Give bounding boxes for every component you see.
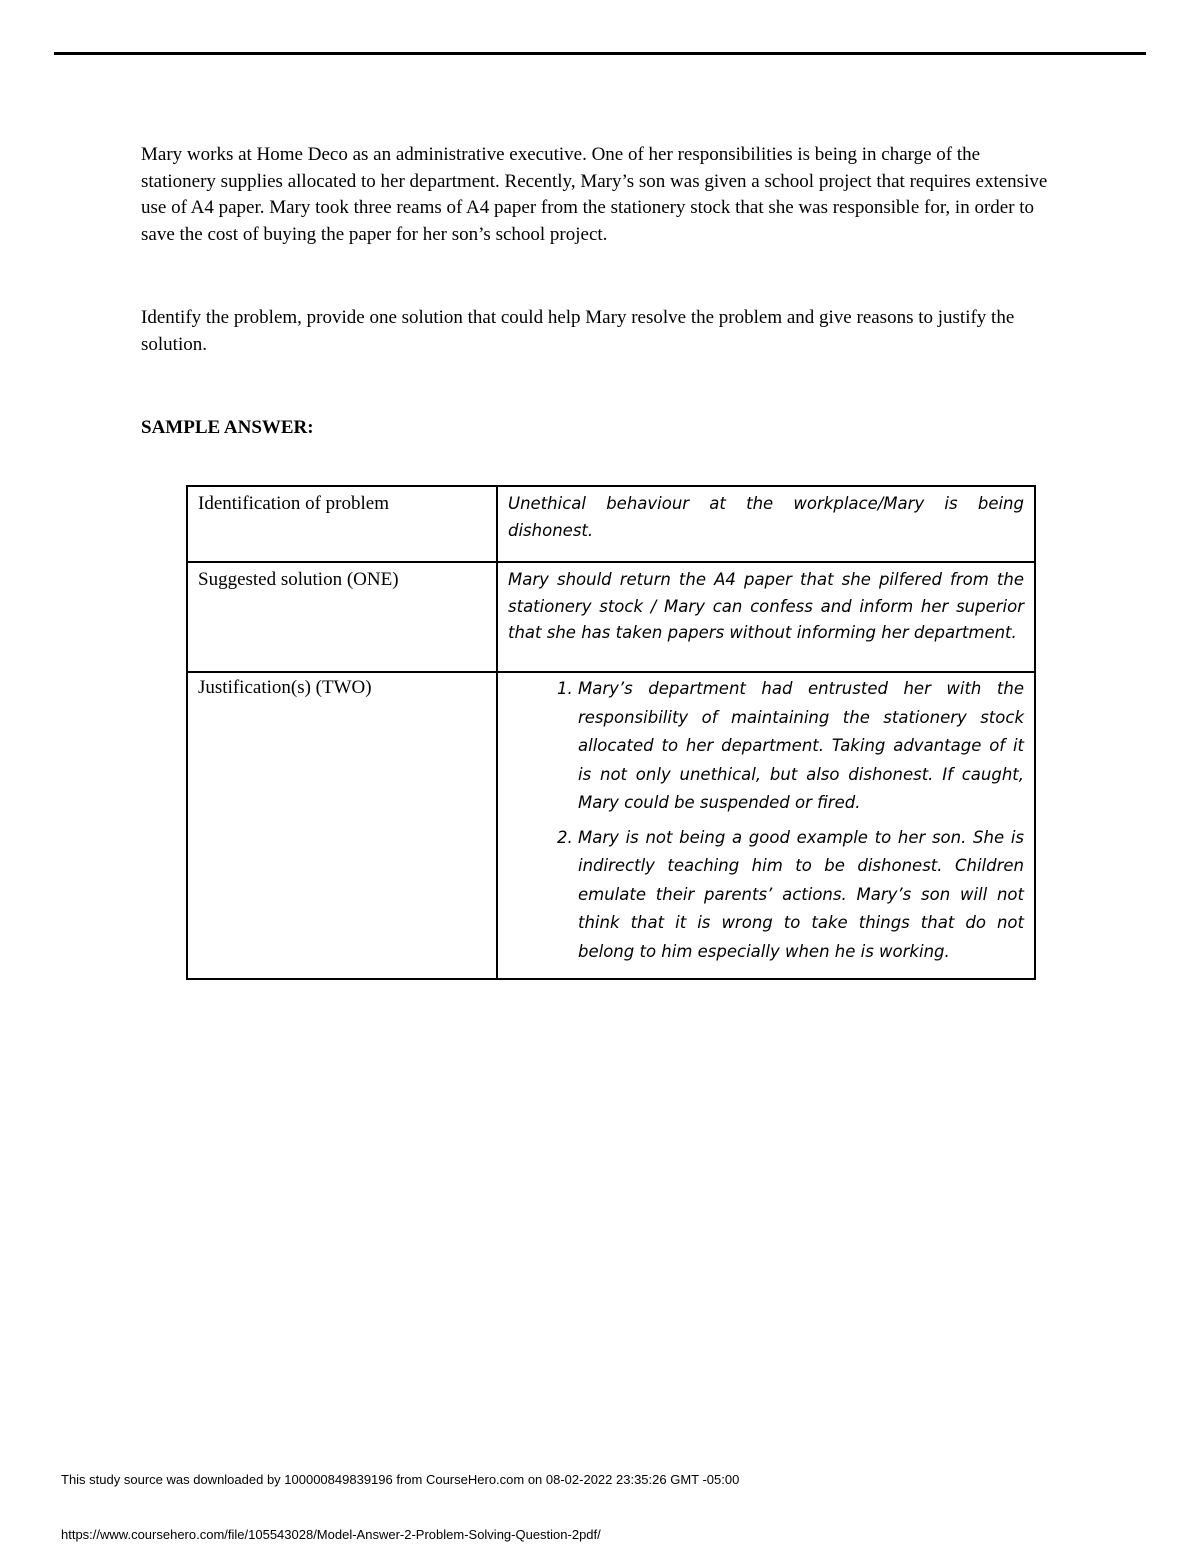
row-value-justification: [497, 672, 1035, 979]
table-row: [187, 486, 1035, 562]
question-paragraph: Identify the problem, provide one solution that could help Mary resolve the problem and give reasons to justify the solution.: [141, 307, 1015, 355]
row-label-justification: Justification(s) (TWO): [187, 672, 497, 979]
source-url[interactable]: https://www.coursehero.com/file/105543028/Model-Answer-2-Problem-Solving-Question-2pdf/: [61, 1527, 601, 1542]
table-row: [187, 672, 1035, 979]
justification-item-2: 2. Mary is not being a good example to her son. She is indirectly teaching him to be dishonest. Children emulate their parents’ actions. Mary’s son will not think that it is wrong to take things that do not belong to him especially when he is working.: [578, 824, 1024, 967]
table-row: [187, 562, 1035, 672]
row-label-problem: Identification of problem: [187, 486, 497, 562]
row-value-solution: Mary should return the A4 paper that she pilfered from the stationery stock / Mary can confess and inform her superior that she has taken papers without informing her department.: [497, 562, 1035, 672]
sample-answer-heading: SAMPLE ANSWER:: [141, 417, 314, 438]
answer-table: [186, 485, 1036, 980]
download-notice: This study source was downloaded by 100000849839196 from CourseHero.com on 08-02-2022 23:35:26 GMT -05:00: [61, 1472, 740, 1487]
justification-item-1: 1. Mary’s department had entrusted her with the responsibility of maintaining the stationery stock allocated to her department. Taking advantage of it is not only unethical, but also dishonest. If caught, Mary could be suspended or fired.: [578, 675, 1024, 818]
scenario-paragraph: Mary works at Home Deco as an administrative executive. One of her responsibilities is being in charge of the stationery supplies allocated to her department. Recently, Mary’s son was given a school project that requires extensive use of A4 paper. Mary took three reams of A4 paper from the stationery stock that she was responsible for, in order to save the cost of buying the paper for her son’s school project.: [141, 144, 1048, 245]
justification-list: [508, 675, 1024, 966]
row-label-solution: Suggested solution (ONE): [187, 562, 497, 672]
document-body: [141, 142, 1056, 442]
top-rule: [54, 52, 1146, 55]
row-value-problem: Unethical behaviour at the workplace/Mary is being dishonest.: [497, 486, 1035, 562]
